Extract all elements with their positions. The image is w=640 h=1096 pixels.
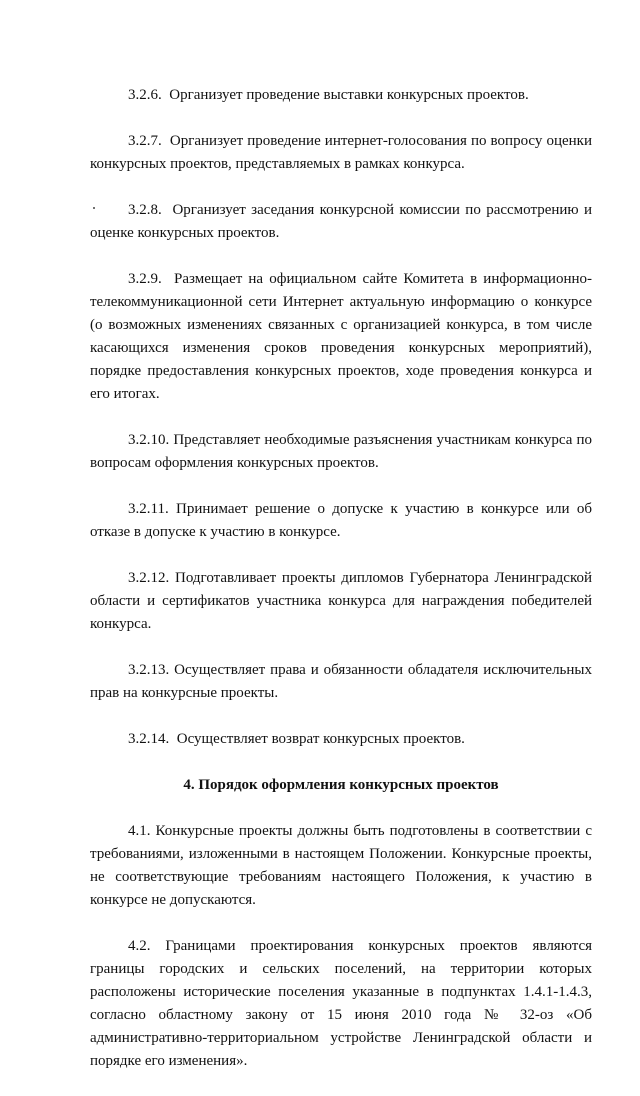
clause-text: Принимает решение о допуске к участию в конкурсе или об отказе в допуске к участию в конкурсе. [90, 501, 593, 540]
clause-3-2-10 [90, 429, 592, 475]
clause-text: Организует проведение интернет-голосования по вопросу оценки конкурсных проектов, представляемых в рамках конкурса. [90, 133, 592, 172]
clause-number: 3.2.6. [128, 87, 162, 103]
clause-text: Представляет необходимые разъяснения участникам конкурса по вопросам оформления конкурсных проектов. [90, 432, 593, 471]
clause-3-2-12 [90, 567, 592, 636]
clause-text: Осуществляет возврат конкурсных проектов. [176, 731, 465, 747]
clause-number: 3.2.12. [128, 570, 170, 586]
clause-number: 3.2.7. [128, 133, 162, 149]
clause-4-1 [90, 820, 592, 912]
clause-text: Конкурсные проекты должны быть подготовлены в соответствии с требованиями, изложенными в настоящем Положении. Конкурсные проекты, не соответствующие требованиям настоящего Положения, к участию в конкурсе не допускаются. [90, 823, 592, 908]
clause-3-2-9 [90, 268, 592, 406]
clause-3-2-13 [90, 659, 592, 705]
clause-text: Осуществляет права и обязанности обладателя исключительных прав на конкурсные проекты. [90, 662, 592, 701]
clause-3-2-6 [90, 84, 592, 107]
clause-number: 3.2.10. [128, 432, 170, 448]
clause-3-2-14 [90, 728, 592, 751]
clause-3-2-11 [90, 498, 592, 544]
clause-text: Организует проведение выставки конкурсных проектов. [169, 87, 529, 103]
clause-number: 4.1. [128, 823, 151, 839]
clause-number: 3.2.9. [128, 271, 162, 287]
clause-3-2-8 [90, 199, 592, 245]
document-page [90, 84, 592, 1096]
clause-number: 3.2.8. [128, 202, 162, 218]
clause-number: 3.2.11. [128, 501, 169, 517]
clause-text: Подготавливает проекты дипломов Губернатора Ленинградской области и сертификатов участника конкурса для награждения победителей конкурса. [90, 570, 593, 632]
clause-3-2-7 [90, 130, 592, 176]
clause-number: 3.2.13. [128, 662, 170, 678]
clause-text: Организует заседания конкурсной комиссии по рассмотрению и оценке конкурсных проектов. [90, 202, 593, 241]
clause-number: 3.2.14. [128, 731, 170, 747]
clause-text: Размещает на официальном сайте Комитета в информационно-телекоммуникационной сети Интернет актуальную информацию о конкурсе (о возможных изменениях связанных с организацией конкурса, в том числе касающихся изменения сроков проведения конкурсных мероприятий), порядке предоставления конкурсных проектов, ходе проведения конкурса и его итогах. [90, 271, 592, 402]
clause-number: 4.2. [128, 938, 151, 954]
clause-text: Границами проектирования конкурсных проектов являются границы городских и сельских поселений, на территории которых расположены исторические поселения указанные в подпунктах 1.4.1-1.4.3, согласно областному закону от 15 июня 2010 года № 32-оз «Об административно-территориальном устройстве Ленинградской области и порядке его изменения». [90, 938, 593, 1069]
clause-4-2 [90, 935, 592, 1073]
section-heading: 4. Порядок оформления конкурсных проектов [183, 777, 499, 793]
